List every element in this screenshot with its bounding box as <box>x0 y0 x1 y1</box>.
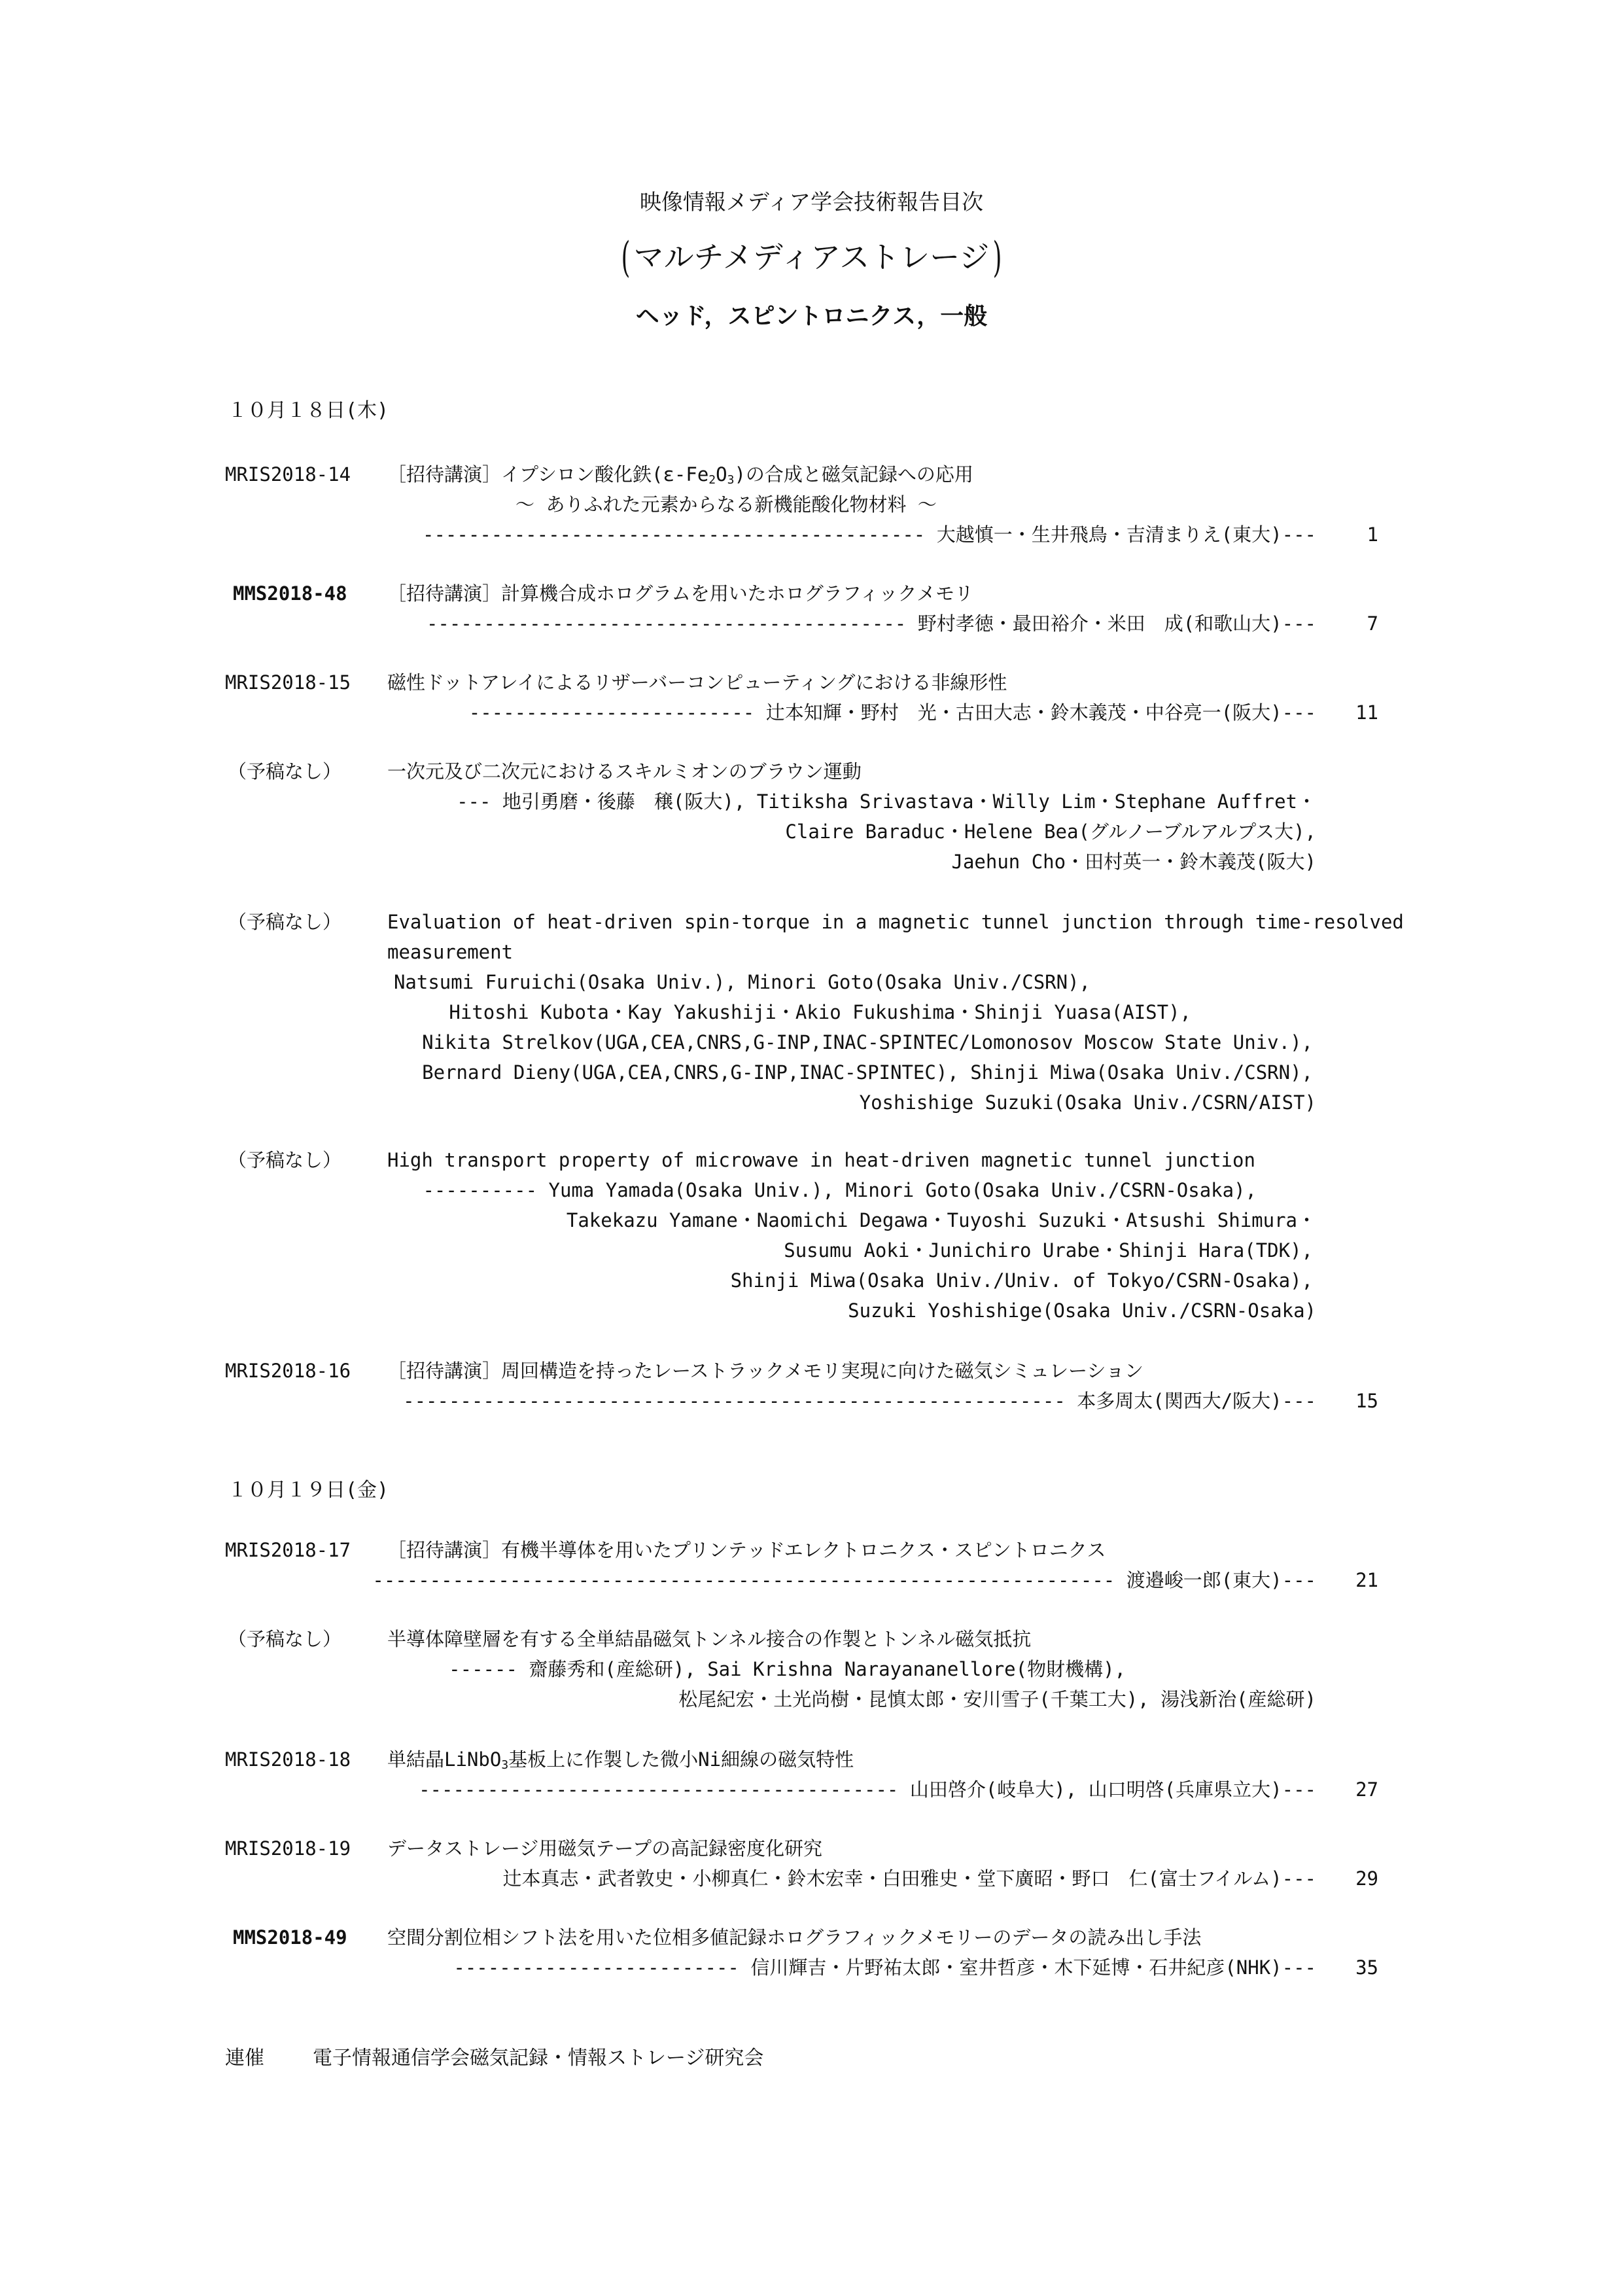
entry-code: MRIS2018-14 <box>225 463 351 486</box>
entry-title-subscript: 3 <box>727 473 735 487</box>
entry-code: MRIS2018-15 <box>225 671 351 694</box>
entry-code: MRIS2018-17 <box>225 1539 351 1561</box>
entry-authors: ------------------------- 信川輝吉・片野祐太郎・室井哲彦・木下延博・石井紀彦(NHK)--- <box>453 1956 1316 1979</box>
entry-title-part: 単結晶LiNbO <box>387 1748 502 1771</box>
entry-authors: Suzuki Yoshishige(Osaka Univ./CSRN-Osaka) <box>848 1299 1316 1322</box>
entry-code: （予稿なし） <box>228 911 342 933</box>
entry-title-part: 基板上に作製した微小Ni細線の磁気特性 <box>508 1748 854 1771</box>
footer-cosponsor: 電子情報通信学会磁気記録・情報ストレージ研究会 <box>313 2047 764 2070</box>
entry-authors: ----------------------------------------------------------------- 渡邉峻一郎(東大)--- <box>372 1569 1316 1591</box>
entry-authors: 辻本真志・武者敦史・小柳真仁・鈴木宏幸・白田雅史・堂下廣昭・野口 仁(富士フイルム)--- <box>502 1867 1316 1890</box>
entry-title <box>387 1750 854 1771</box>
entry-authors: ---------- Yuma Yamada(Osaka Univ.), Minori Goto(Osaka Univ./CSRN-Osaka), <box>423 1179 1257 1201</box>
entry-authors: ------------------------- 辻本知輝・野村 光・古田大志・鈴木義茂・中谷亮一(阪大)--- <box>468 701 1316 724</box>
entry-title-part: ε <box>663 463 674 486</box>
entry-authors: ------------------------------------------ 野村孝徳・最田裕介・米田 成(和歌山大)--- <box>426 612 1316 635</box>
entry-title: ［招待講演］有機半導体を用いたプリンテッドエレクトロニクス・スピントロニクス <box>387 1539 1106 1561</box>
entry-code: MRIS2018-19 <box>225 1837 351 1860</box>
footer-label: 連催 <box>225 2047 264 2070</box>
entry-authors: ------ 齋藤秀和(産総研), Sai Krishna Narayananellore(物財機構), <box>449 1658 1126 1680</box>
entry-title: データストレージ用磁気テープの高記録密度化研究 <box>387 1837 822 1860</box>
entry-authors: Yoshishige Suzuki(Osaka Univ./CSRN/AIST) <box>859 1091 1316 1114</box>
date-heading: １０月１８日(木) <box>228 399 389 422</box>
entry-title-part: ［招待講演］イプシロン酸化鉄( <box>387 463 663 486</box>
entry-title <box>387 465 973 486</box>
entry-subtitle: ～ ありふれた元素からなる新機能酸化物材料 ～ <box>515 493 937 516</box>
entry-authors: Hitoshi Kubota・Kay Yakushiji・Akio Fukushima・Shinji Yuasa(AIST), <box>449 1001 1191 1023</box>
entry-authors: Nikita Strelkov(UGA,CEA,CNRS,G-INP,INAC-SPINTEC/Lomonosov Moscow State Univ.), <box>422 1031 1313 1053</box>
entry-title: measurement <box>387 941 514 963</box>
entry-page: 29 <box>1355 1867 1378 1890</box>
entry-code: （予稿なし） <box>228 1149 342 1171</box>
entry-authors: Takekazu Yamane・Naomichi Degawa・Tuyoshi Suzuki・Atsushi Shimura・ <box>566 1209 1316 1231</box>
entry-page: 7 <box>1367 612 1378 635</box>
entry-page: 15 <box>1355 1390 1378 1412</box>
entry-code: MMS2018-48 <box>233 582 347 605</box>
entry-title-part: )の合成と磁気記録への応用 <box>734 463 973 486</box>
meeting-name-text: マルチメディアストレージ <box>633 239 990 275</box>
right-bracket-icon: ) <box>992 234 1002 282</box>
left-bracket-icon: ( <box>621 234 631 282</box>
entry-authors: --- 地引勇磨・後藤 穣(阪大), Titiksha Srivastava・Willy Lim・Stephane Auffret・ <box>457 790 1316 813</box>
entry-title-part: -Fe <box>674 463 709 486</box>
entry-code: MRIS2018-16 <box>225 1360 351 1382</box>
entry-title: High transport property of microwave in heat-driven magnetic tunnel junction <box>387 1149 1255 1171</box>
entry-title: 一次元及び二次元におけるスキルミオンのブラウン運動 <box>387 760 862 783</box>
meeting-topics: ヘッド，スピントロニクス，一般 <box>635 303 988 330</box>
entry-page: 35 <box>1355 1956 1378 1979</box>
entry-authors: ---------------------------------------------------------- 本多周太(関西大/阪大)--- <box>403 1390 1316 1412</box>
entry-code: MMS2018-49 <box>233 1926 347 1949</box>
entry-title: ［招待講演］周回構造を持ったレーストラックメモリ実現に向けた磁気シミュレーション <box>387 1360 1143 1382</box>
entry-authors: 松尾紀宏・土光尚樹・昆慎太郎・安川雪子(千葉工大), 湯浅新治(産総研) <box>678 1688 1316 1710</box>
entry-title-subscript: 2 <box>708 473 716 487</box>
entry-authors: Bernard Dieny(UGA,CEA,CNRS,G-INP,INAC-SPINTEC), Shinji Miwa(Osaka Univ./CSRN), <box>422 1061 1313 1084</box>
entry-authors: Susumu Aoki・Junichiro Urabe・Shinji Hara(TDK), <box>784 1239 1313 1262</box>
entry-title-part: O <box>716 463 727 486</box>
entry-authors: Claire Baraduc・Helene Bea(グルノーブルアルプス大), <box>785 821 1316 843</box>
entry-code: MRIS2018-18 <box>225 1748 351 1771</box>
entry-page: 27 <box>1355 1778 1378 1801</box>
report-index-title: 映像情報メディア学会技術報告目次 <box>639 189 984 215</box>
entry-page: 21 <box>1355 1569 1378 1591</box>
entry-title: 空間分割位相シフト法を用いた位相多値記録ホログラフィックメモリーのデータの読み出し手法 <box>387 1926 1202 1949</box>
entry-authors: Natsumi Furuichi(Osaka Univ.), Minori Goto(Osaka Univ./CSRN), <box>393 971 1091 993</box>
entry-page: 11 <box>1355 701 1378 724</box>
meeting-name <box>0 234 1623 282</box>
entry-authors: ------------------------------------------ 山田啓介(岐阜大), 山口明啓(兵庫県立大)--- <box>419 1778 1316 1801</box>
entry-title: Evaluation of heat-driven spin-torque in a magnetic tunnel junction through time-resolved <box>387 911 1404 933</box>
entry-authors: Shinji Miwa(Osaka Univ./Univ. of Tokyo/CSRN-Osaka), <box>730 1269 1313 1292</box>
entry-title: 磁性ドットアレイによるリザーバーコンピューティングにおける非線形性 <box>387 671 1007 694</box>
entry-title-subscript: 3 <box>501 1758 509 1772</box>
entry-authors: Jaehun Cho・田村英一・鈴木義茂(阪大) <box>951 851 1316 873</box>
date-heading: １０月１９日(金) <box>228 1479 389 1502</box>
entry-title: 半導体障壁層を有する全単結晶磁気トンネル接合の作製とトンネル磁気抵抗 <box>387 1628 1032 1650</box>
entry-title: ［招待講演］計算機合成ホログラムを用いたホログラフィックメモリ <box>387 582 974 605</box>
entry-code: （予稿なし） <box>228 1628 342 1650</box>
entry-authors: -------------------------------------------- 大越慎一・生井飛鳥・吉清まりえ(東大)--- <box>423 523 1316 546</box>
entry-page: 1 <box>1367 523 1378 546</box>
entry-code: （予稿なし） <box>228 760 342 783</box>
